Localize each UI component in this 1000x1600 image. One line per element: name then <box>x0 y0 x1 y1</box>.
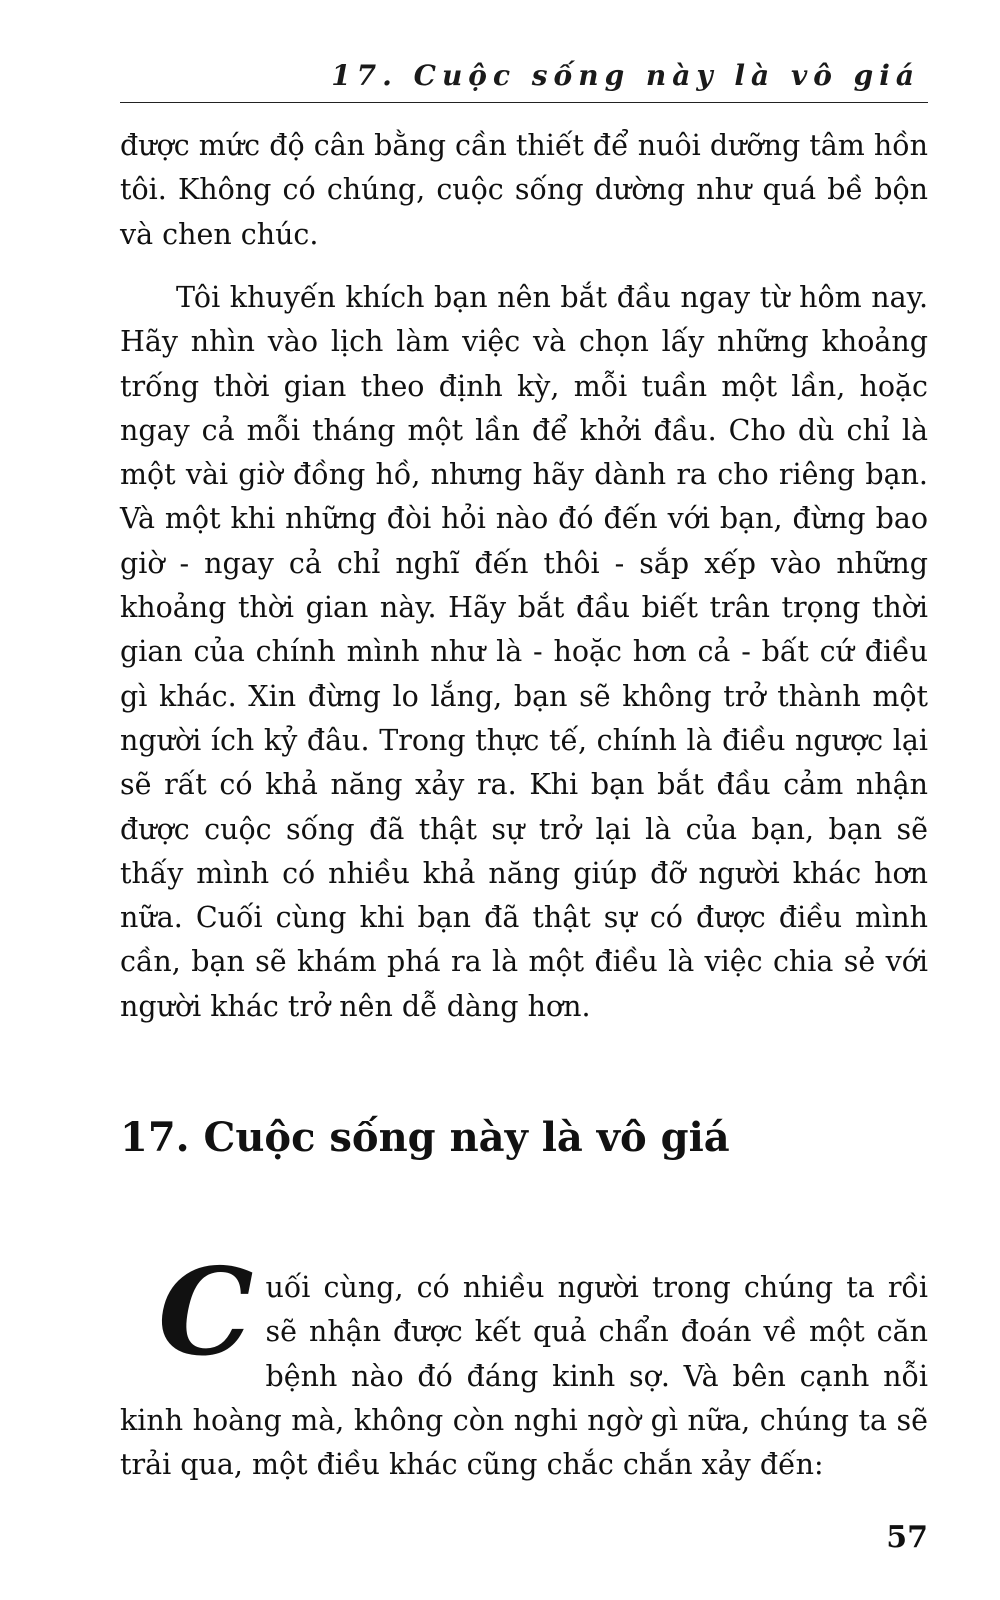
chapter-first-paragraph-text: uối cùng, có nhiều người trong chúng ta rồi sẽ nhận được kết quả chẩn đoán về một căn bệnh nào đó đáng kinh sợ. Và bên cạnh nỗi kinh hoàng mà, không còn nghi ngờ gì nữa, chúng ta sẽ trải qua, một điều khác cũng chắc chắn xảy đến: <box>120 1271 928 1482</box>
running-header: 17. Cuộc sống này là vô giá <box>331 59 920 92</box>
header-rule <box>120 102 928 103</box>
paragraph-continuation: được mức độ cân bằng cần thiết để nuôi dưỡng tâm hồn tôi. Không có chúng, cuộc sống dường như quá bề bộn và chen chúc. <box>120 129 928 251</box>
chapter-title: 17. Cuộc sống này là vô giá <box>120 1114 730 1161</box>
page-number: 57 <box>886 1520 928 1555</box>
paragraph-advice: Tôi khuyến khích bạn nên bắt đầu ngay từ hôm nay. Hãy nhìn vào lịch làm việc và chọn lấy những khoảng trống thời gian theo định kỳ, mỗi tuần một lần, hoặc ngay cả mỗi tháng một lần để khởi đầu. Cho dù chỉ là một vài giờ đồng hồ, nhưng hãy dành ra cho riêng bạn. Và một khi những đòi hỏi nào đó đến với bạn, đừng bao giờ - ngay cả chỉ nghĩ đến thôi - sắp xếp vào những khoảng thời gian này. Hãy bắt đầu biết trân trọng thời gian của chính mình như là - hoặc hơn cả - bất cứ điều gì khác. Xin đừng lo lắng, bạn sẽ không trở thành một người ích kỷ đâu. Trong thực tế, chính là điều ngược lại sẽ rất có khả năng xảy ra. Khi bạn bắt đầu cảm nhận được cuộc sống đã thật sự trở lại là của bạn, bạn sẽ thấy mình có nhiều khả năng giúp đỡ người khác hơn nữa. Cuối cùng khi bạn đã thật sự có được điều mình cần, bạn sẽ khám phá ra là một điều là việc chia sẻ với người khác trở nên dễ dàng hơn. <box>120 281 928 1023</box>
chapter-first-paragraph <box>120 1242 928 1487</box>
drop-cap: C <box>158 1242 254 1383</box>
